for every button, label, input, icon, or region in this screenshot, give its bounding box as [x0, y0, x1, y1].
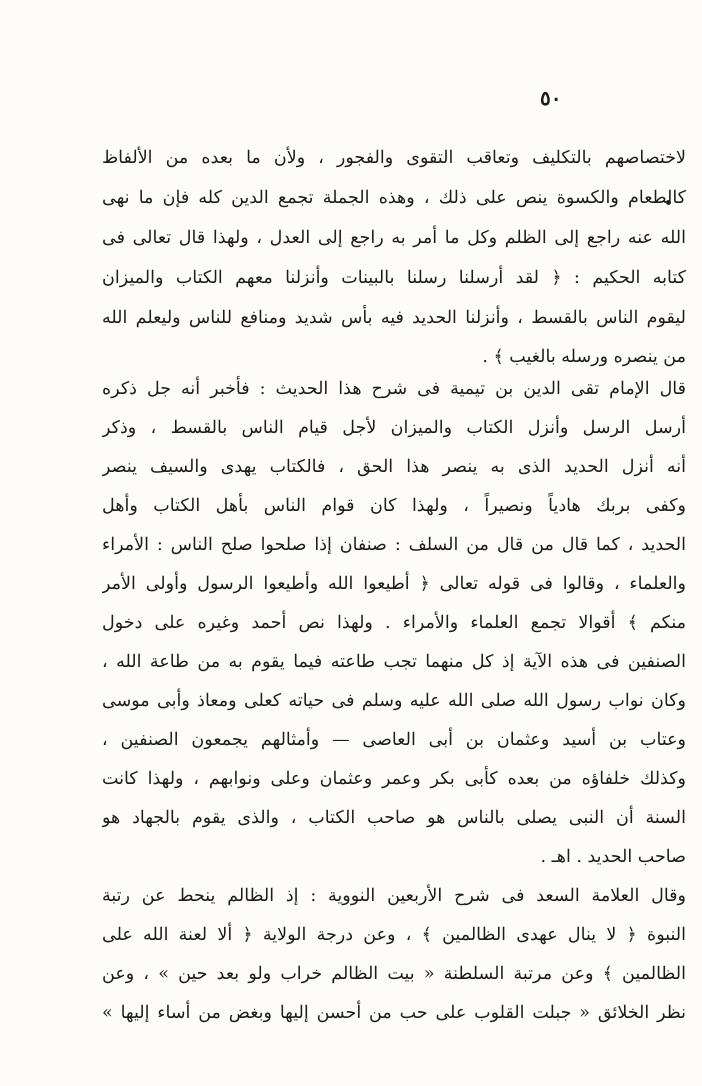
paragraph-1-line-4: كتابه الحكيم : ﴿ لقد أرسلنا رسلنا بالبينات وأنزلنا معهم الكتاب والميزان — [102, 268, 686, 288]
page-number: ٥٠ — [540, 86, 562, 110]
paragraph-2-line-4: وكفى بربك هادياً ونصيراً ، ولهذا كان قوام الناس بأهل الكتاب وأهل — [102, 496, 686, 516]
paragraph-2-line-10: وعتاب بن أسيد وعثمان بن أبى العاصى — وأمثالهم يجمعون الصنفين ، — [102, 730, 686, 750]
paragraph-3-line-2: النبوة ﴿ لا ينال عهدى الظالمين ﴾ ، وعن درجة الولاية ﴿ ألا لعنة الله على — [102, 925, 686, 945]
paragraph-3-line-4: نظر الخلائق « جبلت القلوب على حب من أحسن إليها وبغض من أساء إليها » — [102, 1003, 686, 1023]
paragraph-2-line-12: السنة أن النبى يصلى بالناس هو صاحب الكتاب ، والذى يقوم بالجهاد هو — [102, 808, 686, 828]
paragraph-2-line-13: صاحب الحديد . اهـ . — [540, 847, 686, 867]
paragraph-2-line-3: أنه أنزل الحديد الذى به ينصر هذا الحق ، فالكتاب يهدى والسيف ينصر — [102, 457, 686, 477]
paragraph-2-line-7: منكم ﴾ أقوالا تجمع العلماء والأمراء . ولهذا نص أحمد وغيره على دخول — [102, 613, 686, 633]
paragraph-2-line-1: قال الإمام تقى الدين بن تيمية فى شرح هذا الحديث : فأخبر أنه جل ذكره — [102, 379, 686, 399]
paragraph-1-line-3: الله عنه راجع إلى الظلم وكل ما أمر به راجع إلى العدل ، ولهذا قال تعالى فى — [102, 228, 686, 248]
paragraph-3-line-1: وقال العلامة السعد فى شرح الأربعين النووية : إذ الظالم ينحط عن رتبة — [102, 886, 686, 906]
paragraph-2-line-8: الصنفين فى هذه الآية إذ كل منهما تجب طاعته فيما يقوم به من طاعة الله ، — [102, 652, 686, 672]
paragraph-2-line-9: وكان نواب رسول الله صلى الله عليه وسلم فى حياته كعلى ومعاذ وأبى موسى — [102, 691, 686, 711]
paragraph-3-line-3: الظالمين ﴾ وعن مرتبة السلطنة « بيت الظالم خراب ولو بعد حين » ، وعن — [102, 964, 686, 984]
paragraph-2-line-2: أرسل الرسل وأنزل الكتاب والميزان لأجل قيام الناس بالقسط ، وذكر — [102, 418, 686, 438]
paragraph-2-line-5: الحديد ، كما قال من قال من السلف : صنفان إذا صلحوا صلح الناس : الأمراء — [102, 535, 686, 555]
paragraph-1-line-1: لاختصاصهم بالتكليف وتعاقب التقوى والفجور ، ولأن ما بعده من الألفاظ — [102, 148, 686, 168]
paragraph-1-line-5: ليقوم الناس بالقسط ، وأنزلنا الحديد فيه بأس شديد ومنافع للناس وليعلم الله — [102, 308, 686, 328]
paragraph-2-line-6: والعلماء ، وقالوا فى قوله تعالى ﴿ أطيعوا الله وأطيعوا الرسول وأولى الأمر — [102, 574, 686, 594]
paragraph-1-line-6: من ينصره ورسله بالغيب ﴾ . — [482, 347, 686, 367]
paragraph-2-line-11: وكذلك خلفاؤه من بعده كأبى بكر وعمر وعثمان وعلى ونوابهم ، ولهذا كانت — [102, 769, 686, 789]
paragraph-1-line-2: كالطعام والكسوة ينص على ذلك ، وهذه الجملة تجمع الدين كله فإن ما نهى — [102, 188, 686, 208]
